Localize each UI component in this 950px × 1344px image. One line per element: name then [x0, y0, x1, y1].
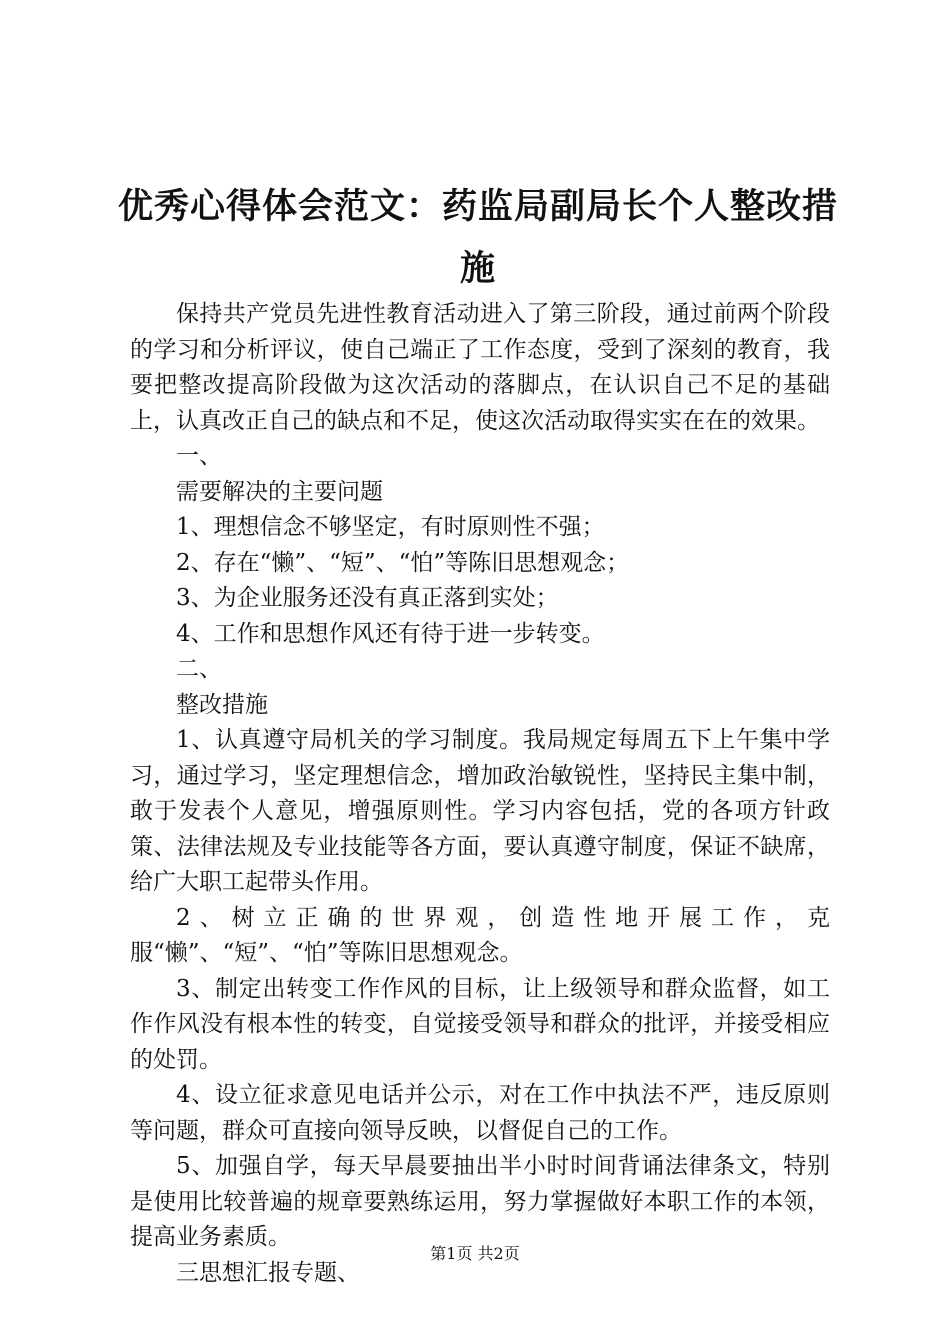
section-heading-3: 三思想汇报专题、 — [176, 1259, 360, 1286]
document-body — [130, 297, 830, 1291]
measure-item-1: 1、认真遵守局机关的学习制度。我局规定每周五下上午集中学习，通过学习，坚定理想信念，增加政治敏锐性，坚持民主集中制，敢于发表个人意见，增强原则性。学习内容包括，党的各项方针政策、法律法规及专业技能等各方面，要认真遵守制度，保证不缺席，给广大职工起带头作用。 — [130, 727, 830, 895]
measure-item-2: 2、树立正确的世界观，创造性地开展工作，克服“懒”、“短”、“怕”等陈旧思想观念。 — [130, 904, 830, 966]
paragraph-intro: 保持共产党员先进性教育活动进入了第三阶段，通过前两个阶段的学习和分析评议，使自己端正了工作态度，受到了深刻的教育，我要把整改提高阶段做为这次活动的落脚点，在认识自己不足的基础上，认真改正自己的缺点和不足，使这次活动取得实实在在的效果。 — [130, 301, 830, 434]
problem-item-2: 2、存在“懒”、“短”、“怕”等陈旧思想观念； — [176, 549, 630, 576]
section-number-2: 二、 — [176, 656, 222, 682]
section-heading-measures: 整改措施 — [176, 691, 268, 718]
measure-item-3: 3、制定出转变工作作风的目标，让上级领导和群众监督，如工作作风没有根本性的转变，自觉接受领导和群众的批评，并接受相应的处罚。 — [130, 975, 830, 1073]
section-number-1: 一、 — [176, 443, 222, 469]
document-title: 优秀心得体会范文：药监局副局长个人整改措施 — [118, 186, 839, 289]
problem-item-3: 3、为企业服务还没有真正落到实处； — [176, 585, 559, 611]
measure-item-5: 5、加强自学，每天早晨要抽出半小时时间背诵法律条文，特别是使用比较普遍的规章要熟练运用，努力掌握做好本职工作的本领，提高业务素质。 — [130, 1153, 830, 1250]
section-heading-problems: 需要解决的主要问题 — [176, 478, 383, 505]
problem-item-4: 4、工作和思想作风还有待于进一步转变。 — [176, 620, 605, 647]
page-footer: 第1页 共2页 — [430, 1244, 520, 1263]
problem-item-1: 1、理想信念不够坚定，有时原则性不强； — [176, 514, 605, 540]
measure-item-4: 4、设立征求意见电话并公示，对在工作中执法不严，违反原则等问题，群众可直接向领导反映，以督促自己的工作。 — [130, 1082, 830, 1144]
